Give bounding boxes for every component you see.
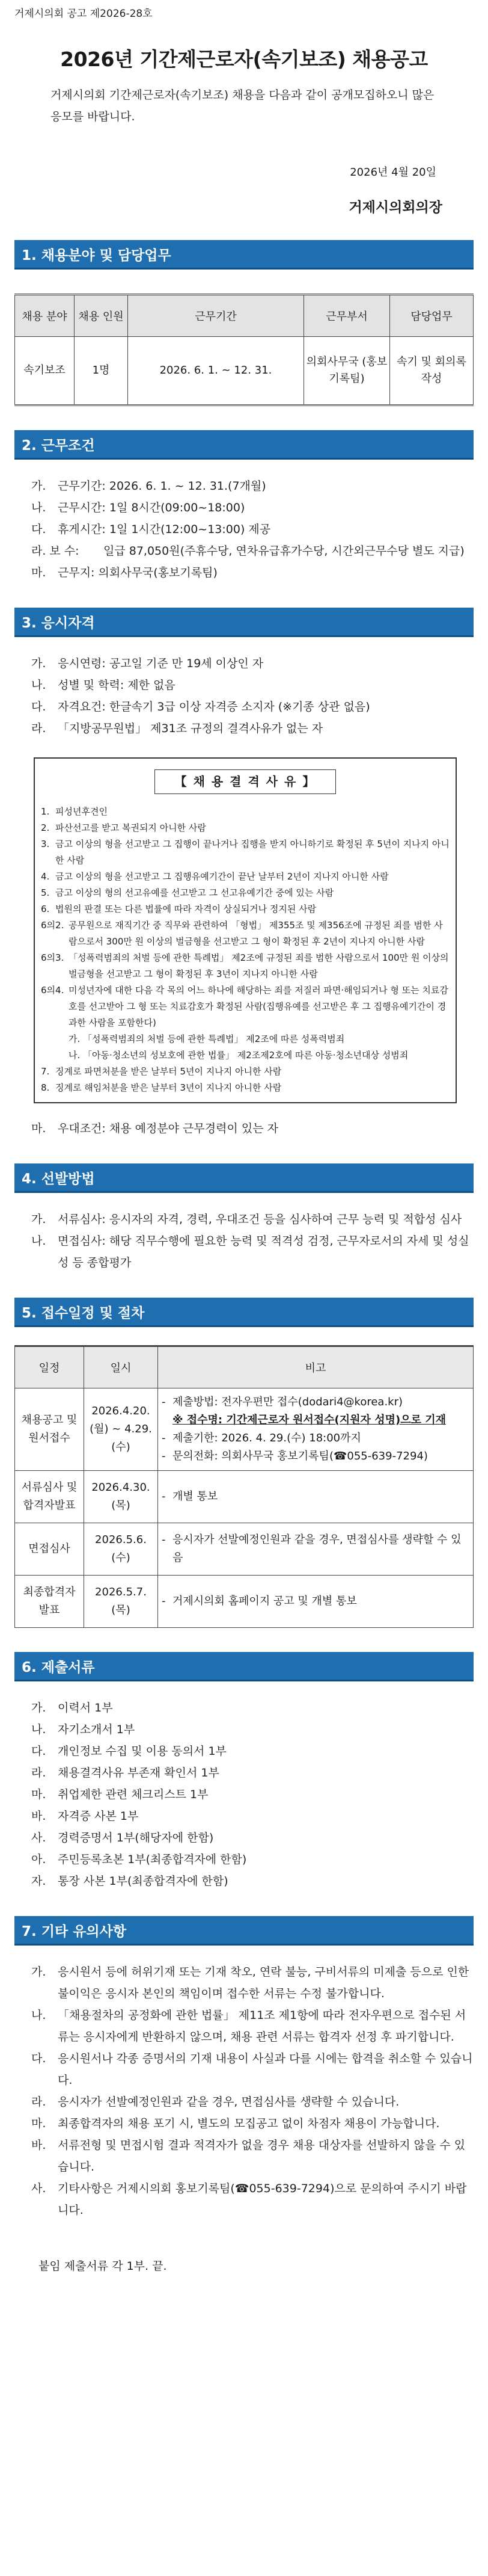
item-text: 파산선고를 받고 복권되지 아니한 사람 bbox=[55, 822, 206, 833]
list-item bbox=[31, 1784, 474, 1805]
item-marker: 가. bbox=[31, 1701, 46, 1715]
table-header: 채용 분야 bbox=[15, 295, 75, 337]
section-heading: 6. 제출서류 bbox=[14, 1652, 474, 1681]
item-marker: 3. bbox=[41, 839, 50, 849]
item-text: 금고 이상의 형의 선고유예를 선고받고 그 선고유예기간 중에 있는 사람 bbox=[55, 887, 334, 898]
item-text: 응시자가 선발예정인원과 같을 경우, 면접심사를 생략할 수 있습니다. bbox=[58, 2095, 400, 2109]
item-marker: 나. bbox=[31, 501, 46, 514]
item-text: 일급 87,050원(주휴수당, 연차유급휴가수당, 시간외근무수당 별도 지급) bbox=[103, 544, 465, 558]
section-documents bbox=[14, 1652, 474, 1892]
table-cell: 2026.5.7.(목) bbox=[84, 1576, 158, 1628]
table-header: 근무기간 bbox=[128, 295, 304, 337]
table-cell bbox=[158, 1471, 474, 1523]
item-text: 제출기한: 2026. 4. 29.(수) 18:00까지 bbox=[172, 1432, 361, 1444]
issuer-name: 거제시의회의장 bbox=[349, 200, 442, 215]
item-marker: 가. bbox=[31, 1213, 46, 1226]
item-text: 자격요건: 한글속기 3급 이상 자격증 소지자 (※기종 상관 없음) bbox=[58, 700, 370, 713]
list-item bbox=[31, 1762, 474, 1784]
item-text: 개인정보 수집 및 이용 동의서 1부 bbox=[58, 1745, 227, 1758]
item-text: 근무기간: 2026. 6. 1. ~ 12. 31.(7개월) bbox=[58, 479, 266, 493]
item-marker: 나. bbox=[31, 679, 46, 692]
item-text: 응시연령: 공고일 기준 만 19세 이상인 자 bbox=[58, 657, 264, 670]
item-text: 자격증 사본 1부 bbox=[58, 1810, 139, 1823]
item-marker: 마. bbox=[31, 2117, 46, 2130]
list-item bbox=[31, 1209, 474, 1230]
list-item bbox=[31, 475, 474, 497]
list-item bbox=[31, 1740, 474, 1762]
item-marker: 6의2. bbox=[41, 920, 64, 931]
table-cell: 1명 bbox=[75, 337, 128, 405]
list-item bbox=[41, 804, 450, 820]
item-text: 채용결격사유 부존재 확인서 1부 bbox=[58, 1766, 219, 1779]
selection-list bbox=[31, 1209, 474, 1274]
item-marker: 나. bbox=[31, 1234, 46, 1248]
list-item: - 개별 통보 bbox=[162, 1488, 469, 1506]
item-marker: 5. bbox=[41, 887, 50, 898]
list-item bbox=[31, 2004, 474, 2048]
item-text: 징계로 해임처분을 받은 날부터 3년이 지나지 아니한 사람 bbox=[55, 1082, 282, 1093]
list-item bbox=[31, 562, 474, 584]
conditions-list bbox=[31, 475, 474, 584]
item-marker: 4. bbox=[41, 871, 50, 882]
table-row bbox=[15, 337, 474, 405]
table-header: 비고 bbox=[158, 1346, 474, 1388]
list-item bbox=[31, 2091, 474, 2113]
item-text: 성별 및 학력: 제한 없음 bbox=[58, 679, 175, 692]
section-schedule bbox=[14, 1298, 474, 1628]
list-item bbox=[41, 836, 450, 869]
item-marker: 나. bbox=[31, 2009, 46, 2022]
item-text: 제출방법: 전자우편만 접수(dodari4@korea.kr) bbox=[172, 1396, 403, 1408]
item-marker: 라. bbox=[31, 2095, 46, 2109]
item-text: 근무지: 의회사무국(홍보기록팀) bbox=[58, 566, 218, 579]
list-item bbox=[31, 1849, 474, 1870]
item-text: 미성년자에 대한 다음 각 목의 어느 하나에 해당하는 죄를 저질러 파면·해임되거나 형 또는 치료감호를 선고받아 그 형 또는 치료감호가 확정된 사람(집행유예를 선고받은 후 그 집행유예기간이 경과한 사람을 포함한다) bbox=[69, 985, 448, 1028]
item-text: 거제시의회 홈페이지 공고 및 개별 통보 bbox=[172, 1595, 357, 1607]
section-heading: 4. 선발방법 bbox=[14, 1163, 474, 1193]
list-item: - 거제시의회 홈페이지 공고 및 개별 통보 bbox=[162, 1592, 469, 1610]
list-item bbox=[41, 820, 450, 836]
table-row bbox=[15, 1471, 474, 1523]
item-text: 통장 사본 1부(최종합격자에 한함) bbox=[58, 1875, 228, 1888]
table-cell: 의회사무국 (홍보기록팀) bbox=[304, 337, 390, 405]
table-cell: 채용공고 및 원서접수 bbox=[15, 1388, 84, 1471]
list-item bbox=[41, 982, 450, 1031]
list-item bbox=[31, 674, 474, 696]
list-item bbox=[41, 1080, 450, 1096]
item-marker: 가. bbox=[31, 657, 46, 670]
list-item: - 제출방법: 전자우편만 접수(dodari4@korea.kr) bbox=[162, 1393, 469, 1411]
item-text: 「채용절차의 공정화에 관한 법률」 제11조 제1항에 따라 전자우편으로 접수된 서류는 응시자에게 반환하지 않으며, 채용 관련 서류는 합격자 선정 후 파기합니다. bbox=[58, 2009, 466, 2044]
list-item bbox=[41, 1064, 450, 1080]
item-text: 나. 「아동·청소년의 성보호에 관한 법률」 제2조제2호에 따른 아동·청소년대상 성범죄 bbox=[69, 1050, 409, 1061]
item-text: 피성년후견인 bbox=[55, 806, 108, 817]
item-text: 「지방공무원법」 제31조 규정의 결격사유가 없는 자 bbox=[58, 722, 323, 735]
item-marker: 다. bbox=[31, 700, 46, 713]
item-text: 주민등록초본 1부(최종합격자에 한함) bbox=[58, 1853, 247, 1866]
list-item bbox=[41, 1047, 450, 1064]
table-cell: 2026.5.6.(수) bbox=[84, 1523, 158, 1576]
list-item bbox=[31, 1961, 474, 2004]
table-cell: 2026.4.30.(목) bbox=[84, 1471, 158, 1523]
table-row bbox=[15, 1523, 474, 1576]
item-marker: 7. bbox=[41, 1066, 50, 1077]
item-text: 취업제한 관련 체크리스트 1부 bbox=[58, 1788, 209, 1801]
list-item bbox=[31, 497, 474, 519]
item-text: 「성폭력범죄의 처벌 등에 관한 특례법」 제2조에 규정된 죄를 범한 사람으로서 100만 원 이상의 벌금형을 선고받고 그 형이 확정된 후 3년이 지나지 아니한 사람 bbox=[69, 952, 449, 979]
item-marker: 6의4. bbox=[41, 985, 64, 996]
item-marker: 다. bbox=[31, 523, 46, 536]
item-text: 응시자가 선발예정인원과 같을 경우, 면접심사를 생략할 수 있음 bbox=[172, 1533, 462, 1564]
item-text: ※ 접수명: 기간제근로자 원서접수(지원자 성명)으로 기재 bbox=[172, 1414, 447, 1426]
item-marker: 자. bbox=[31, 1875, 46, 1888]
section-heading: 5. 접수일정 및 절차 bbox=[14, 1298, 474, 1327]
list-item bbox=[31, 718, 474, 739]
section-notes bbox=[14, 1916, 474, 2221]
item-marker: 라. bbox=[31, 722, 46, 735]
item-marker: 1. bbox=[41, 806, 50, 817]
item-marker: 8. bbox=[41, 1082, 50, 1093]
list-item bbox=[31, 2134, 474, 2178]
table-cell: 면접심사 bbox=[15, 1523, 84, 1576]
disqualification-box bbox=[34, 757, 457, 1103]
section-recruitment bbox=[14, 240, 474, 406]
section-selection bbox=[14, 1163, 474, 1274]
list-item: - 문의전화: 의회사무국 홍보기록팀(☎055-639-7294) bbox=[162, 1447, 469, 1465]
notice-date: 2026년 4월 20일 bbox=[350, 166, 436, 179]
table-cell: 2026.4.20.(월) ~ 4.29.(수) bbox=[84, 1388, 158, 1471]
list-item bbox=[41, 1031, 450, 1047]
item-marker: 라. 보 수: bbox=[31, 544, 79, 558]
qualifications-list bbox=[31, 653, 474, 739]
item-text: 서류전형 및 면접시험 결과 적격자가 없을 경우 채용 대상자를 선발하지 않을 수 있습니다. bbox=[58, 2139, 466, 2174]
item-marker: 다. bbox=[31, 2052, 46, 2065]
section-conditions bbox=[14, 430, 474, 584]
item-marker: 나. bbox=[31, 1723, 46, 1736]
table-header: 담당업무 bbox=[390, 295, 474, 337]
table-cell bbox=[158, 1388, 474, 1471]
preference-item bbox=[31, 1118, 474, 1139]
table-cell: 속기보조 bbox=[15, 337, 75, 405]
notes-list bbox=[31, 1961, 474, 2221]
item-text: 법원의 판결 또는 다른 법률에 따라 자격이 상실되거나 정지된 사람 bbox=[55, 904, 317, 914]
table-header: 일정 bbox=[15, 1346, 84, 1388]
table-row bbox=[15, 1576, 474, 1628]
table-cell bbox=[158, 1576, 474, 1628]
list-item bbox=[31, 1827, 474, 1849]
list-item bbox=[41, 869, 450, 885]
list-item bbox=[41, 950, 450, 982]
list-item bbox=[162, 1411, 469, 1429]
item-text: 공무원으로 재직기간 중 직무와 관련하여 「형법」 제355조 및 제356조에 규정된 죄를 범한 사람으로서 300만 원 이상의 벌금형을 선고받고 그 형이 확정된 후 2년이 지나지 아니한 사람 bbox=[69, 920, 443, 947]
list-item bbox=[41, 901, 450, 917]
item-marker: 아. bbox=[31, 1853, 46, 1866]
table-cell: 서류심사 및 합격자발표 bbox=[15, 1471, 84, 1523]
item-text: 면접심사: 해당 직무수행에 필요한 능력 및 적격성 검정, 근무자로서의 자세 및 성실성 등 종합평가 bbox=[58, 1234, 469, 1269]
item-marker: 6. bbox=[41, 904, 50, 914]
list-item bbox=[31, 540, 474, 562]
item-marker: 마. bbox=[31, 566, 46, 579]
intro-text: 거제시의회 기간제근로자(속기보조) 채용을 다음과 같이 공개모집하오니 많은 응모를 바랍니다. bbox=[50, 88, 435, 123]
page-title: 2026년 기간제근로자(속기보조) 채용공고 bbox=[60, 48, 428, 71]
section-heading: 7. 기타 유의사항 bbox=[14, 1916, 474, 1946]
item-marker: 바. bbox=[31, 2139, 46, 2152]
item-marker bbox=[41, 1047, 69, 1064]
item-marker: 가. bbox=[31, 1965, 46, 1979]
item-text: 응시원서 등에 허위기재 또는 기재 착오, 연락 불능, 구비서류의 미제출 등으로 인한 불이익은 응시자 본인의 책임이며 접수한 서류는 수정 불가합니다. bbox=[58, 1965, 469, 2000]
schedule-table bbox=[14, 1345, 474, 1628]
item-text: 응시원서나 각종 증명서의 기재 내용이 사실과 다를 시에는 합격을 취소할 수 있습니다. bbox=[58, 2052, 473, 2087]
list-item bbox=[31, 2048, 474, 2091]
list-item bbox=[31, 1230, 474, 1274]
list-item bbox=[41, 917, 450, 950]
box-title: 【 채 용 결 격 사 유 】 bbox=[154, 769, 336, 794]
item-marker: 바. bbox=[31, 1810, 46, 1823]
item-text: 자기소개서 1부 bbox=[58, 1723, 135, 1736]
attachment-note: 붙임 제출서류 각 1부. 끝. bbox=[38, 2260, 167, 2273]
item-marker: 가. bbox=[31, 479, 46, 493]
item-text: 이력서 1부 bbox=[58, 1701, 113, 1715]
table-cell: 2026. 6. 1. ~ 12. 31. bbox=[128, 337, 304, 405]
item-text: 금고 이상의 형을 선고받고 그 집행이 끝나거나 집행을 받지 아니하기로 확정된 후 5년이 지나지 아니한 사람 bbox=[55, 839, 450, 866]
item-text: 문의전화: 의회사무국 홍보기록팀(☎055-639-7294) bbox=[172, 1450, 428, 1462]
table-header: 근무부서 bbox=[304, 295, 390, 337]
item-text: 가. 「성폭력범죄의 처벌 등에 관한 특례법」 제2조에 따른 성폭력범죄 bbox=[69, 1034, 345, 1044]
notice-number: 거제시의회 공고 제2026-28호 bbox=[14, 8, 153, 20]
item-text: 근무시간: 1일 8시간(09:00~18:00) bbox=[58, 501, 245, 514]
item-text: 서류심사: 응시자의 자격, 경력, 우대조건 등을 심사하여 근무 능력 및 적합성 심사 bbox=[58, 1213, 462, 1226]
list-item bbox=[31, 2178, 474, 2221]
section-heading: 3. 응시자격 bbox=[14, 608, 474, 637]
item-marker: 마. bbox=[31, 1122, 46, 1135]
list-item bbox=[31, 1697, 474, 1719]
table-row bbox=[15, 1388, 474, 1471]
documents-list bbox=[31, 1697, 474, 1892]
list-item bbox=[31, 1870, 474, 1892]
item-marker: 라. bbox=[31, 1766, 46, 1779]
item-text: 기타사항은 거제시의회 홍보기록팀(☎055-639-7294)으로 문의하여 주시기 바랍니다. bbox=[58, 2182, 467, 2217]
table-header: 채용 인원 bbox=[75, 295, 128, 337]
list-item bbox=[31, 696, 474, 718]
list-item bbox=[31, 1719, 474, 1740]
item-text: 우대조건: 채용 예정분야 근무경력이 있는 자 bbox=[58, 1122, 278, 1135]
list-item bbox=[31, 1118, 474, 1139]
table-header: 일시 bbox=[84, 1346, 158, 1388]
section-heading: 2. 근무조건 bbox=[14, 430, 474, 460]
list-item bbox=[31, 1805, 474, 1827]
item-marker: 다. bbox=[31, 1745, 46, 1758]
table-cell: 최종합격자 발표 bbox=[15, 1576, 84, 1628]
item-marker: 사. bbox=[31, 1831, 46, 1844]
list-item bbox=[31, 653, 474, 674]
item-text: 휴게시간: 1일 1시간(12:00~13:00) 제공 bbox=[58, 523, 271, 536]
list-item bbox=[41, 885, 450, 901]
item-text: 최종합격자의 채용 포기 시, 별도의 모집공고 없이 차점자 채용이 가능합니다. bbox=[58, 2117, 440, 2130]
item-marker: 사. bbox=[31, 2182, 46, 2195]
list-item bbox=[31, 519, 474, 540]
item-text: 개별 통보 bbox=[172, 1490, 218, 1503]
list-item: - 제출기한: 2026. 4. 29.(수) 18:00까지 bbox=[162, 1429, 469, 1447]
recruitment-table bbox=[14, 294, 474, 406]
item-marker: 6의3. bbox=[41, 952, 64, 963]
table-cell bbox=[158, 1523, 474, 1576]
item-text: 경력증명서 1부(해당자에 한함) bbox=[58, 1831, 214, 1844]
item-marker: 마. bbox=[31, 1788, 46, 1801]
item-marker: 2. bbox=[41, 822, 50, 833]
list-item bbox=[31, 2113, 474, 2134]
table-cell: 속기 및 회의록 작성 bbox=[390, 337, 474, 405]
item-marker bbox=[41, 1031, 69, 1047]
list-item: - 응시자가 선발예정인원과 같을 경우, 면접심사를 생략할 수 있음 bbox=[162, 1531, 469, 1567]
item-text: 징계로 파면처분을 받은 날부터 5년이 지나지 아니한 사람 bbox=[55, 1066, 282, 1077]
item-text: 금고 이상의 형을 선고받고 그 집행유예기간이 끝난 날부터 2년이 지나지 아니한 사람 bbox=[55, 871, 389, 882]
section-qualifications bbox=[14, 608, 474, 1139]
section-heading: 1. 채용분야 및 담당업무 bbox=[14, 240, 474, 270]
